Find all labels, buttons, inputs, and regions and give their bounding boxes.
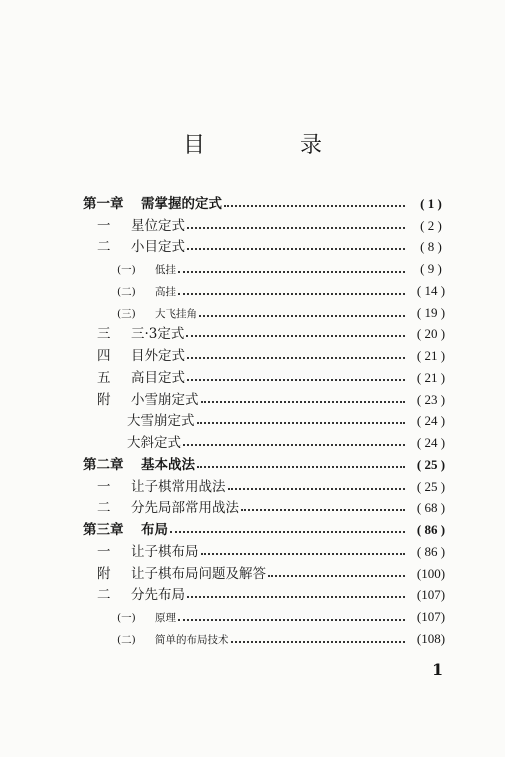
toc-entry <box>83 342 455 364</box>
toc-entry-page: ( 68 ) <box>416 500 446 516</box>
toc-entry-page: (107) <box>416 609 446 624</box>
dot-leader <box>187 227 405 229</box>
toc-entry-title: 让子棋布局问题及解答 <box>131 565 266 582</box>
toc-entry <box>83 429 455 451</box>
toc-entry <box>83 190 455 212</box>
toc-entry-number: (二) <box>117 633 136 646</box>
toc-entry-page: ( 21 ) <box>416 369 446 385</box>
toc-entry-title: 星位定式 <box>131 217 185 234</box>
toc-entry-title: 让子棋布局 <box>131 543 199 560</box>
toc-entry-title: 大雪崩定式 <box>127 413 195 430</box>
toc-entry-number: (一) <box>117 612 136 624</box>
toc-entry-page: ( 86 ) <box>416 543 446 559</box>
toc-entry-number: 一 <box>97 217 111 234</box>
toc-entry-page: (107) <box>416 587 446 603</box>
table-of-contents <box>83 190 455 647</box>
toc-entry-page: ( 14 ) <box>416 282 446 298</box>
toc-entry-title: 目外定式 <box>131 348 185 364</box>
toc-entry <box>83 625 455 647</box>
toc-entry <box>83 408 455 430</box>
toc-entry <box>83 582 455 604</box>
toc-entry-page: ( 9 ) <box>420 261 442 276</box>
toc-entry-title: 三·3定式 <box>131 326 185 343</box>
dot-leader <box>224 205 405 207</box>
toc-entry-number: (一) <box>117 264 136 276</box>
toc-entry <box>83 451 455 473</box>
dot-leader <box>241 509 405 511</box>
toc-entry-number: 四 <box>97 348 111 364</box>
toc-entry <box>83 603 455 625</box>
toc-entry <box>83 234 455 256</box>
toc-entry-title: 简单的布局技术 <box>155 633 229 646</box>
toc-entry-title: 小目定式 <box>131 239 185 256</box>
dot-leader <box>201 401 406 403</box>
toc-entry <box>83 255 455 277</box>
toc-entry <box>83 277 455 299</box>
dot-leader <box>183 444 405 446</box>
toc-entry-page: ( 1 ) <box>420 195 442 211</box>
toc-entry-title: 大飞挂角 <box>155 307 197 320</box>
toc-entry-title: 让子棋常用战法 <box>131 478 226 495</box>
toc-entry-title: 大斜定式 <box>127 435 181 451</box>
dot-leader <box>197 466 405 468</box>
toc-entry-page: ( 20 ) <box>416 326 446 342</box>
page-title: 目 录 <box>183 133 366 158</box>
toc-entry-number: 二 <box>97 239 111 256</box>
dot-leader <box>187 357 405 359</box>
dot-leader <box>178 271 405 273</box>
dot-leader <box>199 315 405 317</box>
toc-entry <box>83 321 455 343</box>
toc-entry-number: 一 <box>97 543 111 560</box>
toc-entry-title: 需掌握的定式 <box>141 195 222 212</box>
toc-entry <box>83 212 455 234</box>
toc-entry-number: 五 <box>97 369 111 386</box>
toc-entry <box>83 560 455 582</box>
dot-leader <box>197 422 406 424</box>
toc-entry <box>83 516 455 538</box>
toc-entry-page: ( 8 ) <box>420 239 442 255</box>
toc-entry-page: ( 86 ) <box>416 522 446 537</box>
toc-entry-number: 第二章 <box>83 456 124 473</box>
toc-entry <box>83 495 455 517</box>
toc-entry-number: 第三章 <box>83 522 124 538</box>
toc-entry-number: 附 <box>97 391 111 408</box>
toc-entry-title: 低挂 <box>155 264 176 276</box>
toc-entry-page: ( 19 ) <box>416 304 446 320</box>
toc-entry-number: 一 <box>97 478 111 495</box>
toc-entry <box>83 364 455 386</box>
toc-entry-page: ( 25 ) <box>416 456 446 472</box>
dot-leader <box>178 293 405 295</box>
dot-leader <box>187 379 405 381</box>
toc-entry-title: 分先布局 <box>131 587 185 604</box>
dot-leader <box>187 248 405 250</box>
toc-entry-title: 基本战法 <box>141 456 195 473</box>
dot-leader <box>231 641 406 643</box>
toc-entry-page: ( 24 ) <box>416 413 446 429</box>
toc-entry-page: ( 23 ) <box>416 391 446 407</box>
dot-leader <box>170 531 405 533</box>
page-number: 1 <box>432 660 444 679</box>
dot-leader <box>228 488 406 490</box>
toc-entry-title: 小雪崩定式 <box>131 391 199 408</box>
toc-entry-title: 原理 <box>155 612 176 624</box>
toc-entry-page: ( 24 ) <box>416 435 446 450</box>
toc-entry <box>83 299 455 321</box>
toc-entry-number: (三) <box>117 307 136 320</box>
toc-entry-title: 高挂 <box>155 285 176 298</box>
dot-leader <box>201 553 406 555</box>
toc-entry <box>83 473 455 495</box>
dot-leader <box>178 619 405 621</box>
toc-entry <box>83 538 455 560</box>
toc-entry <box>83 386 455 408</box>
toc-entry-number: 附 <box>97 565 111 582</box>
toc-entry-title: 分先局部常用战法 <box>131 500 239 517</box>
toc-entry-page: ( 25 ) <box>416 478 446 494</box>
toc-entry-number: 二 <box>97 500 111 517</box>
toc-entry-number: 第一章 <box>83 195 124 212</box>
toc-entry-number: 三 <box>97 326 111 343</box>
toc-entry-number: (二) <box>117 285 136 298</box>
dot-leader <box>186 335 405 337</box>
toc-entry-title: 布局 <box>141 522 168 538</box>
toc-entry-page: ( 2 ) <box>420 217 442 233</box>
toc-entry-title: 高目定式 <box>131 369 185 386</box>
toc-entry-page: (108) <box>416 630 446 646</box>
toc-entry-page: ( 21 ) <box>416 348 446 363</box>
dot-leader <box>187 596 405 598</box>
dot-leader <box>268 575 405 577</box>
toc-entry-number: 二 <box>97 587 111 604</box>
toc-entry-page: (100) <box>416 565 446 581</box>
